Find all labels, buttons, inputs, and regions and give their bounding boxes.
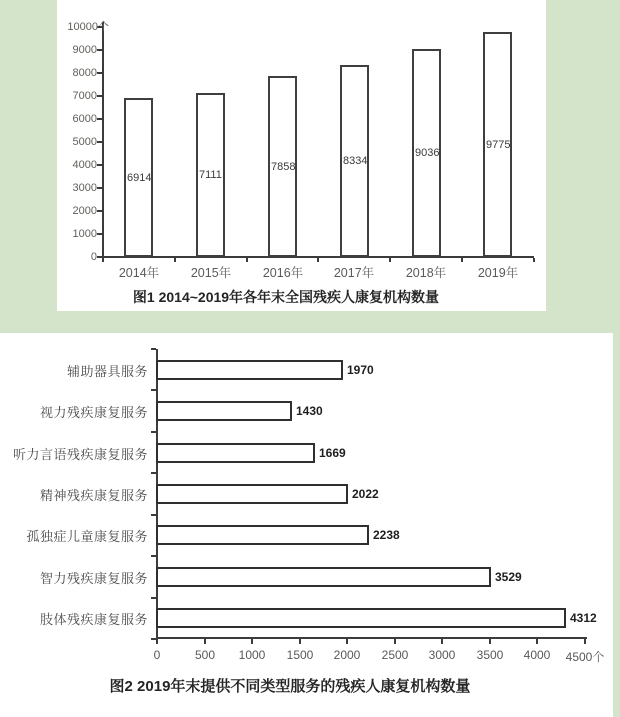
category-label: 孤独症儿童康复服务 xyxy=(26,528,148,544)
y-tick-label: 3000 xyxy=(72,182,97,194)
x-tick-label: 4000 xyxy=(523,648,551,662)
x-axis-tick xyxy=(461,258,463,262)
y-axis-tick xyxy=(151,597,156,599)
y-axis-tick xyxy=(151,638,156,640)
x-axis-tick xyxy=(204,639,206,644)
y-tick-label: 1000 xyxy=(72,228,97,240)
x-axis-tick xyxy=(489,639,491,644)
bar xyxy=(156,608,566,628)
bar-chart-figure1 xyxy=(57,0,546,286)
bar xyxy=(156,484,348,504)
hbar-chart-figure2 xyxy=(0,333,613,673)
bar-value-label: 2022 xyxy=(352,487,379,501)
x-tick-label: 3500 xyxy=(476,648,504,662)
x-axis-tick xyxy=(389,258,391,262)
y-tick-label: 2000 xyxy=(72,205,97,217)
figure1-caption: 图1 2014~2019年各年末全国残疾人康复机构数量 xyxy=(132,289,440,305)
x-tick-label: 2500 xyxy=(381,648,409,662)
x-tick-label: 4500个 xyxy=(565,650,605,664)
y-tick-label: 8000 xyxy=(72,67,97,79)
y-axis-tick xyxy=(97,164,103,166)
figure2-panel xyxy=(0,333,613,717)
bar xyxy=(156,360,343,380)
x-tick-label: 3000 xyxy=(428,648,456,662)
y-axis-tick xyxy=(151,431,156,433)
x-tick-label: 500 xyxy=(194,648,216,662)
bar-value-label: 1970 xyxy=(347,363,374,377)
y-axis-tick xyxy=(97,118,103,120)
x-axis-tick xyxy=(536,639,538,644)
x-axis-tick xyxy=(251,639,253,644)
x-axis-tick xyxy=(394,639,396,644)
category-label: 辅助器具服务 xyxy=(66,363,148,379)
y-tick-label: 5000 xyxy=(72,136,97,148)
bar-value-label: 9036 xyxy=(415,147,440,159)
x-axis-tick xyxy=(299,639,301,644)
y-axis-tick xyxy=(151,472,156,474)
bar-value-label: 1430 xyxy=(296,404,323,418)
category-label: 肢体残疾康复服务 xyxy=(39,611,148,627)
x-category-label: 2019年 xyxy=(477,266,519,280)
x-tick-label: 1500 xyxy=(286,648,314,662)
x-axis-tick xyxy=(102,258,104,262)
x-axis-line xyxy=(156,637,587,639)
y-axis-tick xyxy=(97,95,103,97)
bar-value-label: 9775 xyxy=(486,138,511,151)
bar xyxy=(156,525,369,545)
y-axis-tick xyxy=(151,555,156,557)
x-axis-tick xyxy=(533,258,535,262)
x-category-label: 2018年 xyxy=(405,266,447,280)
figure2-caption: 图2 2019年末提供不同类型服务的残疾人康复机构数量 xyxy=(109,678,471,695)
y-axis-tick xyxy=(97,210,103,212)
x-tick-label: 0 xyxy=(153,648,161,662)
x-axis-tick xyxy=(317,258,319,262)
x-tick-label: 1000 xyxy=(238,648,266,662)
bar-value-label: 6914 xyxy=(127,171,152,184)
category-label: 智力残疾康复服务 xyxy=(39,570,148,586)
bar-value-label: 3529 xyxy=(495,570,522,584)
bar xyxy=(156,401,292,421)
y-tick-label: 7000 xyxy=(72,90,97,102)
bar-value-label: 8334 xyxy=(343,155,368,167)
x-axis-tick xyxy=(346,639,348,644)
x-category-label: 2017年 xyxy=(333,266,375,280)
y-axis-tick xyxy=(151,389,156,391)
x-axis-tick xyxy=(246,258,248,262)
y-axis-tick xyxy=(151,348,156,350)
category-label: 视力残疾康复服务 xyxy=(39,404,148,420)
x-category-label: 2015年 xyxy=(190,266,232,280)
x-axis-tick xyxy=(156,639,158,644)
bar-value-label: 4312 xyxy=(570,611,597,625)
bar xyxy=(156,443,315,463)
y-tick-label: 9000 xyxy=(72,44,97,56)
y-tick-label: 6000 xyxy=(72,113,97,125)
y-axis-line xyxy=(102,22,104,258)
y-axis-tick xyxy=(97,187,103,189)
y-tick-label: 10000个 xyxy=(67,21,109,33)
y-axis-tick xyxy=(97,49,103,51)
x-axis-tick xyxy=(584,639,586,644)
x-tick-label: 2000 xyxy=(333,648,361,662)
x-axis-tick xyxy=(441,639,443,644)
y-axis-tick xyxy=(97,141,103,143)
y-axis-tick xyxy=(97,233,103,235)
figure1-panel xyxy=(57,0,546,311)
x-axis-tick xyxy=(174,258,176,262)
y-tick-label: 0 xyxy=(90,251,97,263)
category-label: 听力言语残疾康复服务 xyxy=(12,446,148,462)
x-category-label: 2016年 xyxy=(262,266,304,280)
y-axis-tick xyxy=(97,72,103,74)
x-category-label: 2014年 xyxy=(118,266,160,280)
bar-value-label: 1669 xyxy=(319,446,346,460)
bar xyxy=(156,567,491,587)
bar-value-label: 7858 xyxy=(271,160,296,173)
bar-value-label: 7111 xyxy=(199,169,222,181)
y-axis-tick xyxy=(151,514,156,516)
bar-value-label: 2238 xyxy=(373,528,400,542)
category-label: 精神残疾康复服务 xyxy=(39,487,148,503)
y-tick-label: 4000 xyxy=(72,159,97,171)
